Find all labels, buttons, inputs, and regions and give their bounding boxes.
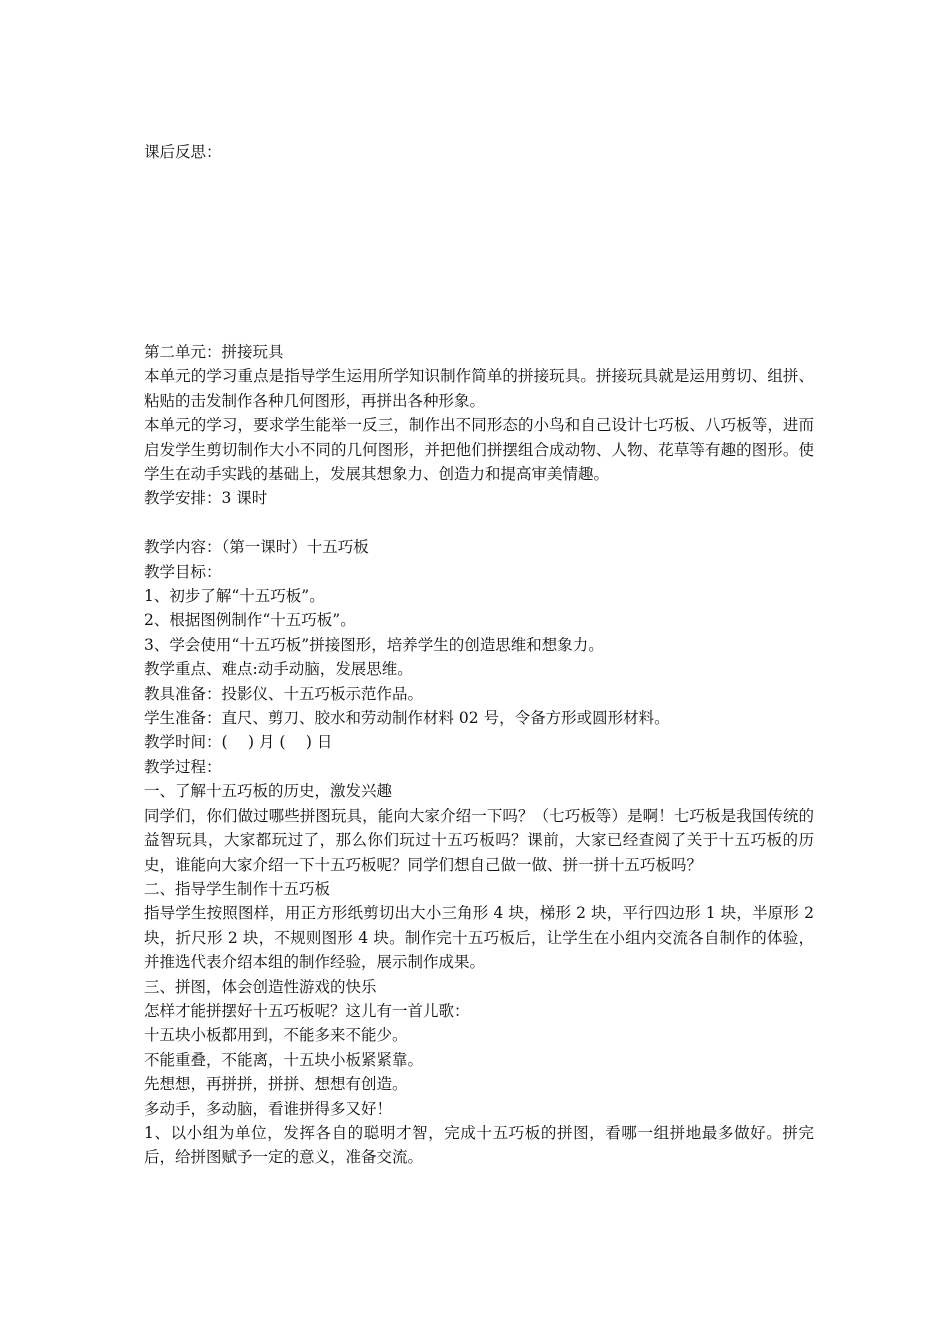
blank-line	[144, 511, 814, 535]
step-2-body: 指导学生按照图样，用正方形纸剪切出大小三角形 4 块，梯形 2 块，平行四边形 1 块，半原形 2 块，折尺形 2 块，不规则图形 4 块。制作完十五巧板后，让学生在小组内交流各自制作的体验，并推选代表介绍本组的制作经验，展示制作成果。	[144, 904, 814, 972]
reflection-label: 课后反思：	[144, 143, 222, 161]
rhyme-line-3: 先想想，再拼拼，拼拼、想想有创造。	[144, 1075, 408, 1094]
step-3-title: 三、拼图，体会创造性游戏的快乐	[144, 977, 377, 996]
teaching-time: 教学时间：( ) 月 ( ) 日	[144, 733, 333, 752]
teaching-schedule: 教学安排：3 课时	[144, 489, 268, 508]
rhyme-line-1: 十五块小板都用到，不能多来不能少。	[144, 1026, 408, 1045]
student-preparation: 学生准备：直尺、剪刀、胶水和劳动制作材料 02 号，令备方形或圆形材料。	[144, 709, 670, 728]
rhyme-line-2: 不能重叠，不能离，十五块小板紧紧靠。	[144, 1050, 424, 1069]
unit-intro-paragraph-1: 本单元的学习重点是指导学生运用所学知识制作简单的拼接玩具。拼接玩具就是运用剪切、组拼、粘贴的击发制作各种几何图形，再拼出各种形象。	[144, 367, 814, 410]
document-body	[144, 340, 814, 1170]
teacher-preparation: 教具准备：投影仪、十五巧板示范作品。	[144, 684, 424, 703]
step-1-title: 一、了解十五巧板的历史，激发兴趣	[144, 782, 393, 801]
objective-item-1: 1、初步了解“十五巧板”。	[144, 587, 325, 606]
objective-item-3: 3、学会使用“十五巧板”拼接图形，培养学生的创造思维和想象力。	[144, 635, 604, 654]
objective-item-2: 2、根据图例制作“十五巧板”。	[144, 611, 356, 630]
rhyme-line-4: 多动手，多动脑，看谁拼得多又好！	[144, 1099, 393, 1118]
lesson-content: 教学内容：（第一课时）十五巧板	[144, 538, 369, 557]
unit-intro-paragraph-2: 本单元的学习，要求学生能举一反三，制作出不同形态的小鸟和自己设计七巧板、八巧板等，进而启发学生剪切制作大小不同的几何图形，并把他们拼摆组合成动物、人物、花草等有趣的图形。使学生在动手实践的基础上，发展其想象力、创造力和提高审美情趣。	[144, 416, 814, 484]
step-1-body: 同学们，你们做过哪些拼图玩具，能向大家介绍一下吗？（七巧板等）是啊！七巧板是我国传统的益智玩具，大家都玩过了，那么你们玩过十五巧板吗？课前，大家已经查阅了关于十五巧板的历史，谁能向大家介绍一下十五巧板呢？同学们想自己做一做、拼一拼十五巧板吗？	[144, 806, 814, 874]
activity-item-1: 1、以小组为单位，发挥各自的聪明才智，完成十五巧板的拼图，看哪一组拼地最多做好。拼完后，给拼图赋予一定的意义，准备交流。	[144, 1123, 814, 1167]
unit-title: 第二单元：拼接玩具	[144, 343, 284, 361]
process-label: 教学过程：	[144, 757, 222, 776]
objectives-label: 教学目标：	[144, 562, 222, 581]
key-points: 教学重点、难点:动手动脑，发展思维。	[144, 660, 413, 679]
step-2-title: 二、指导学生制作十五巧板	[144, 879, 331, 898]
step-3-intro: 怎样才能拼摆好十五巧板呢？这儿有一首儿歌：	[144, 1001, 470, 1020]
